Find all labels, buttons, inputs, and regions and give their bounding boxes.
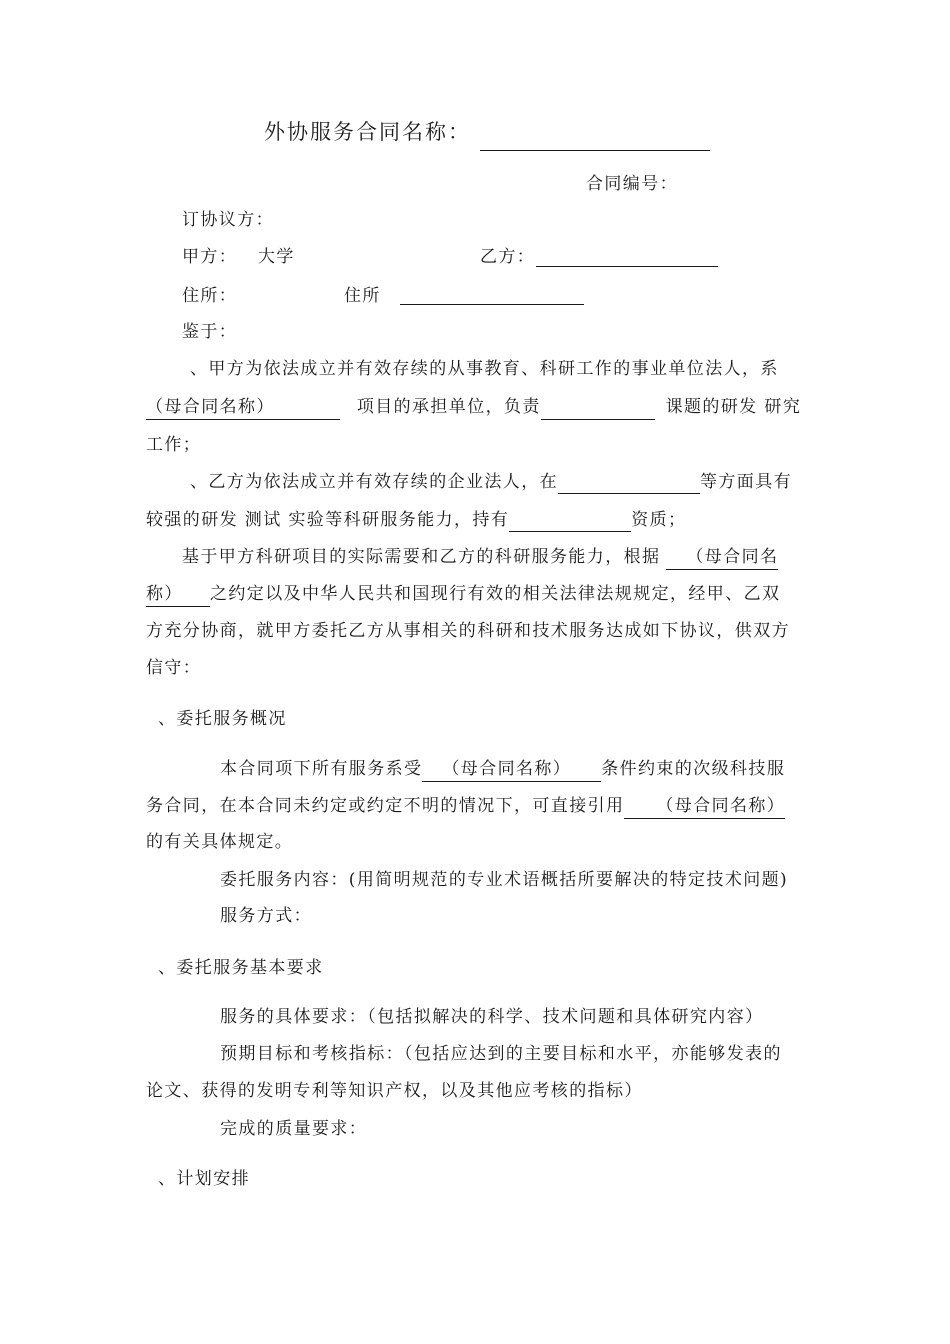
service-method: 服务方式： bbox=[220, 906, 312, 926]
whereas-p3-line4: 信守： bbox=[146, 658, 202, 678]
title-blank-line bbox=[480, 150, 710, 151]
whereas-p3-line1: 基于甲方科研项目的实际需要和乙方的科研服务能力，根据 （母合同名 bbox=[182, 545, 778, 570]
field-blank bbox=[558, 474, 700, 494]
subject-blank bbox=[541, 400, 655, 420]
whereas-p2-line2: 较强的研发 测试 实验等科研服务能力，持有 资质； bbox=[146, 510, 687, 530]
quality-requirements: 完成的质量要求： bbox=[220, 1119, 368, 1139]
party-a-label: 甲方： bbox=[182, 247, 238, 267]
whereas-heading: 鉴于： bbox=[182, 322, 238, 342]
parent-contract-blank-3: （母合同名称） bbox=[422, 757, 601, 782]
whereas-p3-line3: 方充分协商，就甲方委托乙方从事相关的科研和技术服务达成如下协议，供双方 bbox=[146, 621, 790, 641]
whereas-p2-line1: 、乙方为依法成立并有效存续的企业法人，在 等方面具有 bbox=[190, 472, 792, 492]
parent-contract-blank-4: （母合同名称） bbox=[624, 794, 785, 819]
section3-heading: 、计划安排 bbox=[158, 1169, 250, 1189]
goals-line2: 论文、获得的发明专利等知识产权，以及其他应考核的指标） bbox=[146, 1081, 643, 1101]
parties-heading: 订协议方： bbox=[182, 210, 274, 230]
parent-contract-blank: （母合同名称） bbox=[146, 395, 340, 420]
contract-title: 外协服务合同名称： bbox=[264, 120, 471, 144]
party-a-value: 大学 bbox=[258, 247, 295, 267]
section2-heading: 、委托服务基本要求 bbox=[158, 958, 324, 978]
contract-number-label: 合同编号： bbox=[586, 174, 678, 194]
address-a-label: 住所： bbox=[182, 286, 238, 306]
address-b-label: 住所 bbox=[344, 286, 381, 306]
qualification-blank bbox=[509, 512, 631, 532]
address-b-blank-line bbox=[400, 304, 584, 305]
whereas-p1-line1: 、甲方为依法成立并有效存续的从事教育、科研工作的事业单位法人，系 bbox=[190, 359, 779, 379]
section1-line2: 务合同，在本合同未约定或约定不明的情况下，可直接引用 （母合同名称） bbox=[146, 794, 785, 819]
whereas-p1-line3: 工作； bbox=[146, 435, 202, 455]
whereas-p1-line2: （母合同名称） 项目的承担单位，负责 课题的研发 研究 bbox=[146, 395, 801, 420]
section1-line1: 本合同项下所有服务系受 （母合同名称） 条件约束的次级科技服 bbox=[220, 757, 785, 782]
parent-contract-blank-2: （母合同名 bbox=[666, 545, 778, 570]
whereas-p3-line2: 称） 之约定以及中华人民共和国现行有效的相关法律法规规定，经甲、乙双 bbox=[146, 582, 780, 607]
section1-line3: 的有关具体规定。 bbox=[146, 832, 294, 852]
goals-line1: 预期目标和考核指标：（包括应达到的主要目标和水平，亦能够发表的 bbox=[220, 1044, 782, 1064]
service-content: 委托服务内容：(用简明规范的专业术语概括所要解决的特定技术问题) bbox=[220, 870, 789, 890]
section1-heading: 、委托服务概况 bbox=[158, 709, 287, 729]
party-b-label: 乙方： bbox=[480, 247, 536, 267]
party-b-blank-line bbox=[536, 266, 718, 267]
service-requirements: 服务的具体要求：（包括拟解决的科学、技术问题和具体研究内容） bbox=[220, 1007, 764, 1027]
